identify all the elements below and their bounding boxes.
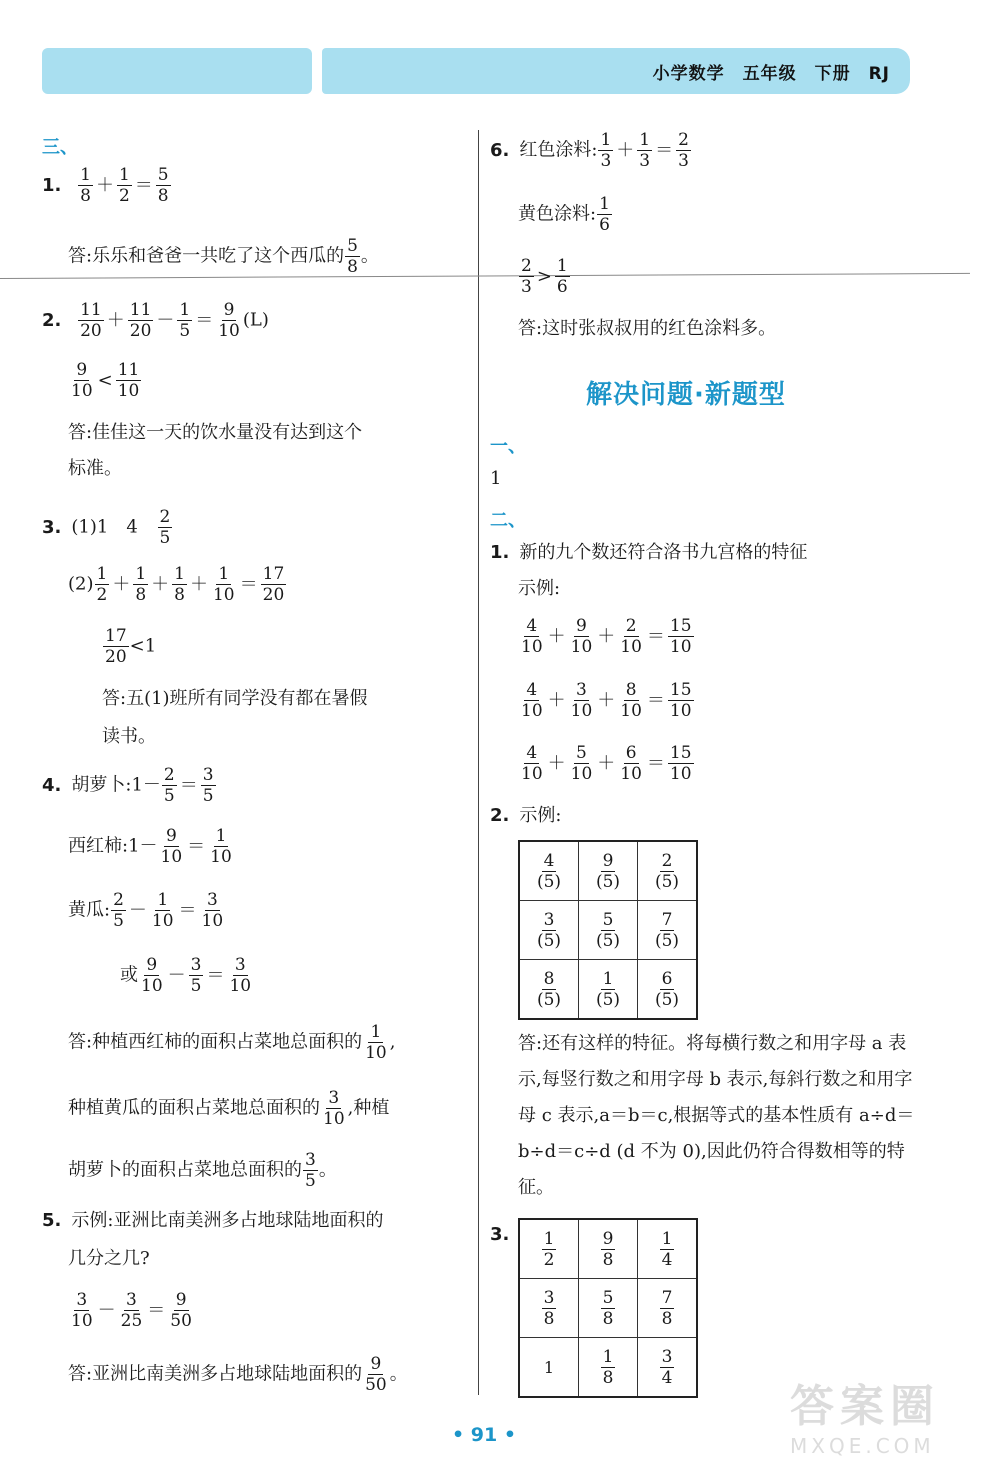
q4-cucumber: 黄瓜: $\frac{2}{5}$ － $\frac{1}{10}$ ＝ $\frac{3}{10}$ xyxy=(68,890,224,931)
q5-question-2: 几分之几? xyxy=(68,1248,150,1269)
q2-compare: $\frac{9}{10}$ < $\frac{11}{10}$ xyxy=(71,360,140,401)
q3-part1: 3. (1)1 4 $\frac{2}{5}$ xyxy=(42,507,171,548)
section-three: 三、 xyxy=(42,137,78,158)
header-title: 小学数学 五年级 下册 RJ xyxy=(652,64,890,84)
q6-compare: $\frac{2}{3}$ > $\frac{1}{6}$ xyxy=(521,256,568,297)
column-divider xyxy=(478,130,479,1395)
q4-answer-1: 答:种植西红柿的面积占菜地总面积的 $\frac{1}{10}$ , xyxy=(68,1022,396,1063)
q4-tomato: 西红柿:1－ $\frac{9}{10}$ ＝ $\frac{1}{10}$ xyxy=(68,826,232,867)
q1-answer: 答:乐乐和爸爸一共吃了这个西瓜的 $\frac{5}{8}$ 。 xyxy=(68,236,379,277)
page-number: • 91 • xyxy=(452,1424,516,1446)
q5-equation: $\frac{3}{10}$ － $\frac{3}{25}$ ＝ $\frac{9}{50}$ xyxy=(71,1290,192,1331)
n1-eq1: $\frac{4}{10}$ ＋ $\frac{9}{10}$ ＋ $\frac{2}{10}$ ＝ $\frac{15}{10}$ xyxy=(521,616,692,657)
q6-red: 6. 红色涂料: $\frac{1}{3}$ ＋ $\frac{1}{3}$ ＝ $\frac{2}{3}$ xyxy=(490,130,689,171)
section-one: 一、 xyxy=(490,436,526,457)
n2-answer: 答:还有这样的特征。将每横行数之和用字母 a 表示,每竖行数之和用字母 b 表示,每斜行数之和用字母 c 表示,a＝b＝c,根据等式的基本性质有 a÷d＝b÷d＝c÷d (d 不为 0),因此仍符合得数相等的特征。 xyxy=(518,1033,915,1198)
section-title: 解决问题·新题型 xyxy=(586,380,786,410)
q2-answer-2: 标准。 xyxy=(68,458,122,479)
header-bar-left xyxy=(42,48,312,94)
q4-answer-3: 胡萝卜的面积占菜地总面积的 $\frac{3}{5}$ 。 xyxy=(68,1150,337,1191)
magic-square-2: $\frac{1}{2}$ $\frac{9}{8}$ $\frac{1}{4}$ $\frac{3}{8}$ $\frac{5}{8}$ $\frac{7}{8}$ 1 $\frac{1}{8}$ $\frac{3}{4}$ xyxy=(518,1218,698,1398)
n1-eq2: $\frac{4}{10}$ ＋ $\frac{3}{10}$ ＋ $\frac{8}{10}$ ＝ $\frac{15}{10}$ xyxy=(521,680,692,721)
q2-answer: 答:佳佳这一天的饮水量没有达到这个 xyxy=(68,422,363,443)
n3-label: 3. xyxy=(490,1224,510,1245)
q4-answer-2: 种植黄瓜的面积占菜地总面积的 $\frac{3}{10}$ ,种植 xyxy=(68,1088,390,1129)
q5-answer: 答:亚洲比南美洲多占地球陆地面积的 $\frac{9}{50}$ 。 xyxy=(68,1354,408,1395)
q6-yellow: 黄色涂料: $\frac{1}{6}$ xyxy=(518,194,610,235)
n2-example: 2. 示例: xyxy=(490,805,562,826)
q3-compare: $\frac{17}{20}$ <1 xyxy=(105,626,157,667)
n1-example: 示例: xyxy=(518,578,561,599)
n1-eq3: $\frac{4}{10}$ ＋ $\frac{5}{10}$ ＋ $\frac{6}{10}$ ＝ $\frac{15}{10}$ xyxy=(521,743,692,784)
q2-equation: 2. $\frac{11}{20}$ ＋ $\frac{11}{20}$ － $\frac{1}{5}$ ＝ $\frac{9}{10}$ (L) xyxy=(42,300,269,341)
watermark: 答案圈 MXQE.COM xyxy=(790,1381,940,1458)
header-bar xyxy=(322,48,910,94)
q4-alt: 或 $\frac{9}{10}$ － $\frac{3}{5}$ ＝ $\frac{3}{10}$ xyxy=(120,955,252,996)
q5-question: 5. 示例:亚洲比南美洲多占地球陆地面积的 xyxy=(42,1210,384,1231)
magic-square-1: $\frac{4}{(5)}$ $\frac{9}{(5)}$ $\frac{2}{(5)}$ $\frac{3}{(5)}$ $\frac{5}{(5)}$ $\frac{7}{(5)}$ $\frac{8}{(5)}$ $\frac{1}{(5)}$ $\frac{6}{(5)}$ xyxy=(518,840,698,1020)
sec1-answer: 1 xyxy=(490,468,502,489)
q6-answer: 答:这时张叔叔用的红色涂料多。 xyxy=(518,318,777,339)
q3-answer: 答:五(1)班所有同学没有都在暑假 xyxy=(102,688,368,709)
q3-part2: (2) $\frac{1}{2}$ ＋ $\frac{1}{8}$ ＋ $\frac{1}{8}$ ＋ $\frac{1}{10}$ ＝ $\frac{17}{20}$ xyxy=(68,564,285,605)
q3-answer-2: 读书。 xyxy=(102,726,156,747)
section-two: 二、 xyxy=(490,510,526,531)
q4-carrot: 4. 胡萝卜:1－ $\frac{2}{5}$ ＝ $\frac{3}{5}$ xyxy=(42,765,214,806)
q1-equation: 1. $\frac{1}{8}$ ＋ $\frac{1}{2}$ ＝ $\frac{5}{8}$ xyxy=(42,165,169,206)
n1-text: 1. 新的九个数还符合洛书九宫格的特征 xyxy=(490,542,808,563)
